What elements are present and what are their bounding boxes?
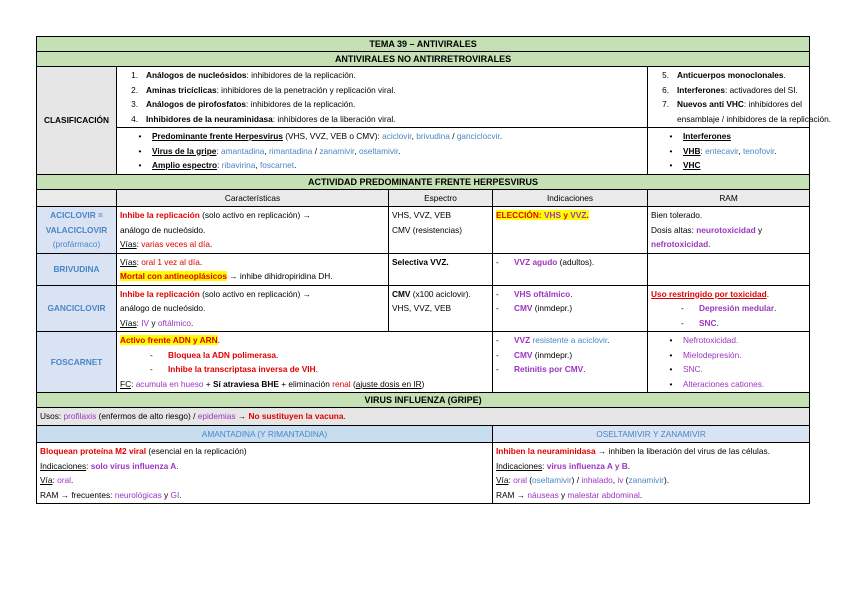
foscarnet-indicaciones: - VVZ resistente a aciclovir. - CMV (inmdepr.) - Retinitis por CMV. [493, 332, 648, 393]
bullet-icon: • [669, 131, 673, 141]
bullet-icon: • [669, 378, 673, 389]
col-header-espectro: Espectro [389, 189, 493, 207]
bullet-icon: • [669, 364, 673, 374]
amantadina-header: AMANTADINA (Y RIMANTADINA) [37, 425, 493, 443]
dash-icon: - [150, 364, 153, 374]
clasificacion-numbered-row [37, 67, 810, 128]
clasificacion-bullets-row [37, 128, 810, 175]
list-item: ensamblaje / inhibidores de la replicación. [677, 113, 832, 124]
aciclovir-ram: Bien tolerado. Dosis altas: neurotoxicidad y nefrotoxicidad. [648, 207, 810, 254]
drug-name-ganciclovir: GANCICLOVIR [37, 285, 117, 332]
ganciclovir-caracteristicas: Inhibe la replicación (solo activo en replicación) → análogo de nucleósido. Vías: IV y oftálmico. [117, 285, 389, 332]
drug-name-brivudina: BRIVUDINA [37, 253, 117, 285]
ganciclovir-indicaciones: - VHS oftálmico. - CMV (inmdepr.) [493, 285, 648, 332]
page-title: TEMA 39 – ANTIVIRALES [37, 37, 810, 52]
aciclovir-espectro: VHS, VVZ, VEB CMV (resistencias) [389, 207, 493, 254]
influenza-usos-row [37, 408, 810, 426]
influenza-usos: Usos: profilaxis (enfermos de alto riesgo) / epidemias → No sustituyen la vacuna. [37, 408, 810, 426]
bullet-icon: • [138, 145, 142, 156]
drug-name-aciclovir: ACICLOVIR = VALACICLOVIR (profármaco) [37, 207, 117, 254]
dash-icon: - [150, 349, 153, 360]
clasificacion-bullets-left [117, 128, 648, 175]
dash-icon: - [496, 256, 499, 267]
brivudina-caracteristicas: Vías: oral 1 vez al día. Mortal con antineoplásicos → inhibe dihidropiridina DH. [117, 253, 389, 285]
table-row-ganciclovir [37, 285, 810, 332]
ganciclovir-ram: Uso restringido por toxicidad. - Depresión medular. - SNC. [648, 285, 810, 332]
section-header-influenza: VIRUS INFLUENZA (GRIPE) [37, 393, 810, 408]
list-item: • Predominante frente Herpesvirus (VHS, VVZ, VEB o CMV): aciclovir, brivudina / ganciclocvir. [120, 129, 644, 144]
col-header-indicaciones: Indicaciones [493, 189, 648, 207]
bullet-icon: • [669, 349, 673, 360]
table-row-brivudina [37, 253, 810, 285]
oseltamivir-header: OSELTAMIVIR Y ZANAMIVIR [493, 425, 810, 443]
list-item: 6. Interferones: activadores del SI. [662, 84, 798, 95]
antivirales-table [36, 36, 832, 504]
dash-icon: - [496, 303, 499, 313]
bullet-icon: • [138, 160, 142, 170]
title-row [37, 37, 810, 52]
dash-icon: - [496, 364, 499, 374]
section-header-herpesvirus: ACTIVIDAD PREDOMINANTE FRENTE HERPESVIRUS [37, 174, 810, 189]
clasificacion-bullets-right [648, 128, 810, 175]
dash-icon: - [681, 303, 684, 313]
foscarnet-caracteristicas: Activo frente ADN y ARN. - Bloquea la ADN polimerasa. - Inhibe la transcriptasa inversa de VIH. FC: acumula en hueso + Sí atraviesa BHE + eliminación renal (ajuste dosis en IR) [117, 332, 493, 393]
dash-icon: - [496, 349, 499, 360]
drug-name-foscarnet: FOSCARNET [37, 332, 117, 393]
bullet-icon: • [669, 335, 673, 345]
brivudina-ram [648, 253, 810, 285]
list-item: • Interferones [651, 129, 806, 144]
list-item: 7. Nuevos anti VHC: inhibidores del [662, 99, 802, 109]
list-item: • VHB: entecavir, tenofovir. [651, 144, 806, 159]
brivudina-espectro: Selectiva VVZ. [389, 253, 493, 285]
list-item: • Virus de la gripe: amantadina, rimantadina / zanamivir, oseltamivir. [120, 144, 644, 159]
list-item: • Amplio espectro: ribavirina, foscarnet. [120, 158, 644, 173]
dash-icon: - [496, 335, 499, 345]
table-row-foscarnet [37, 332, 810, 393]
list-item: 5. Anticuerpos monoclonales. [662, 70, 786, 80]
aciclovir-caracteristicas: Inhibe la replicación (solo activo en replicación) → análogo de nucleósido. Vías: varias veces al día. [117, 207, 389, 254]
bullet-icon: • [669, 160, 673, 170]
aciclovir-indicaciones: ELECCIÓN: VHS y VVZ. [493, 207, 648, 254]
section3-row [37, 393, 810, 408]
influenza-detail-row [37, 443, 810, 504]
clasificacion-left-list [117, 67, 648, 128]
dash-icon: - [496, 288, 499, 299]
col-header-caracteristicas: Características [117, 189, 389, 207]
influenza-drug-headers [37, 425, 810, 443]
clasificacion-right-list [648, 67, 832, 128]
section2-row [37, 174, 810, 189]
oseltamivir-detail: Inhiben la neuraminidasa → inhiben la liberación del virus de las células. Indicaciones: virus influenza A y B. Vía: oral (oseltamivir) / inhalado, iv (zanamivir). RAM → náuseas y malestar abdominal. [493, 443, 810, 504]
list-item: 2. Aminas tricíclicas: inhibidores de la penetración y replicación viral. [131, 84, 396, 95]
col-header-ram: RAM [648, 189, 810, 207]
section1-row [37, 52, 810, 67]
foscarnet-ram: • Nefrotoxicidad. • Mielodepresión. • SNC. • Alteraciones cationes. [648, 332, 810, 393]
dash-icon: - [681, 317, 684, 328]
bullet-icon: • [669, 145, 673, 156]
list-item: 1. Análogos de nucleósidos: inhibidores de la replicación. [131, 70, 356, 80]
clasificacion-label: CLASIFICACIÓN [37, 67, 117, 175]
ganciclovir-espectro: CMV (x100 aciclovir). VHS, VVZ, VEB [389, 285, 493, 332]
amantadina-detail: Bloquean proteína M2 viral (esencial en la replicación) Indicaciones: solo virus influenza A. Vía: oral. RAM → frecuentes: neurológicas y GI. [37, 443, 493, 504]
brivudina-indicaciones: - VVZ agudo (adultos). [493, 253, 648, 285]
blank-header-cell [37, 189, 117, 207]
section-header-no-antirretrovirales: ANTIVIRALES NO ANTIRRETROVIRALES [37, 52, 810, 67]
list-item: • VHC [651, 158, 806, 173]
document-sheet [36, 36, 832, 504]
bullet-icon: • [138, 131, 142, 141]
herpes-column-headers [37, 189, 810, 207]
list-item: 4. Inhibidores de la neuraminidasa: inhibidores de la liberación viral. [131, 113, 396, 124]
table-row-aciclovir [37, 207, 810, 254]
list-item: 3. Análogos de pirofosfatos: inhibidores de la replicación. [131, 99, 356, 109]
